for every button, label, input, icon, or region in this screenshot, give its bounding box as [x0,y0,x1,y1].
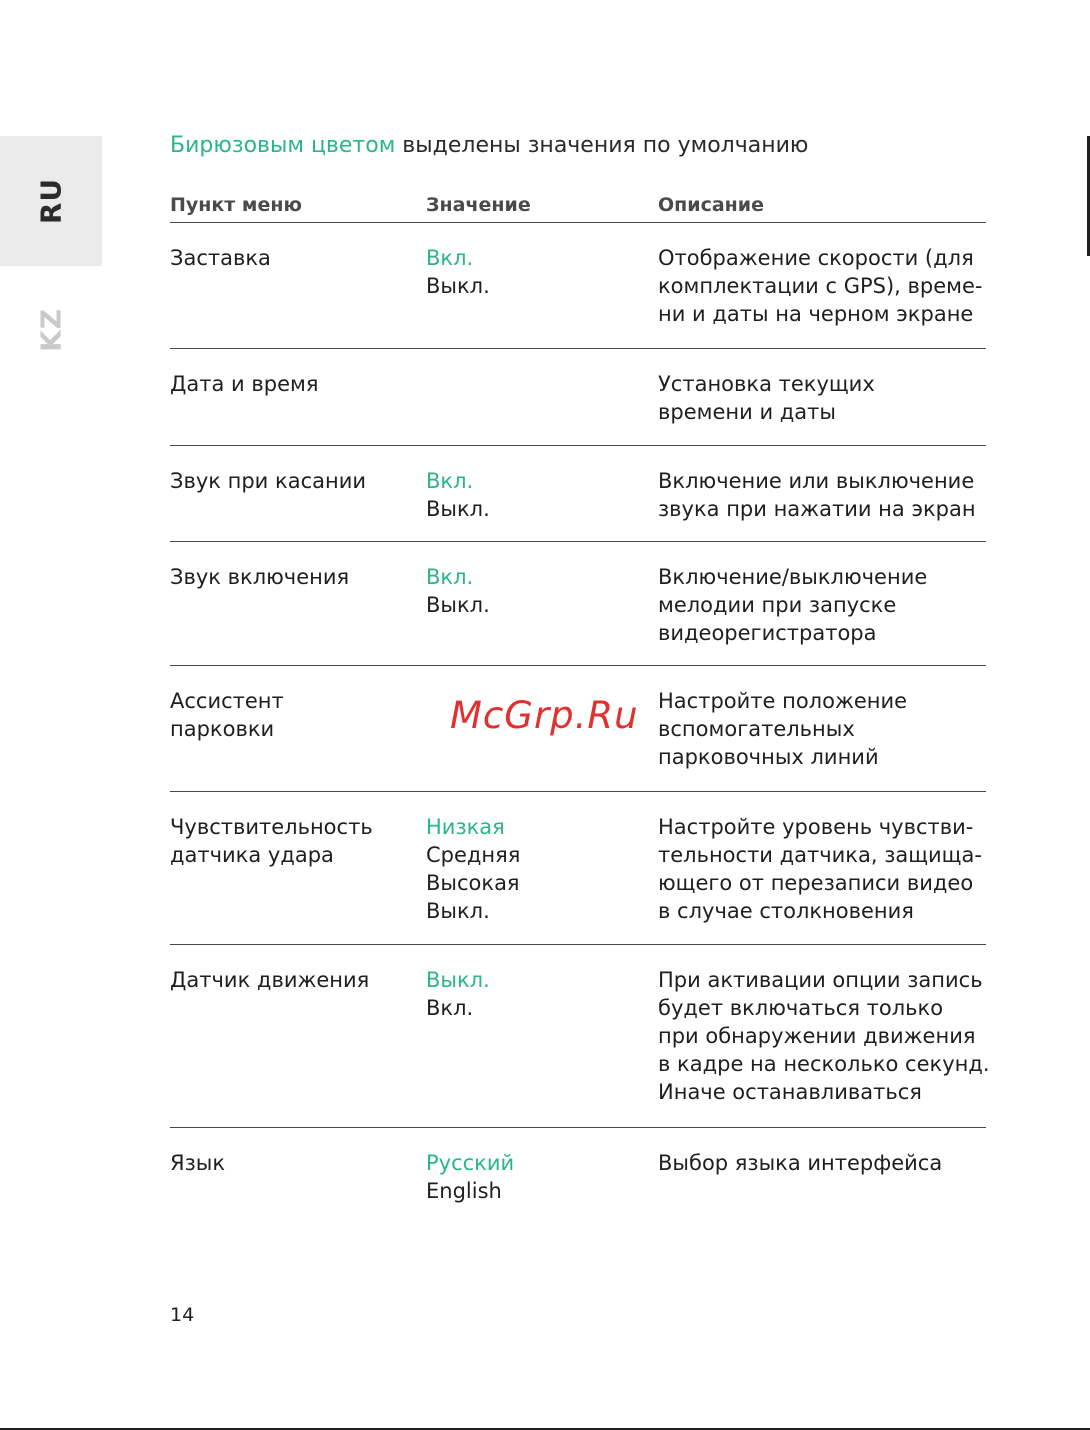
description-cell [658,1128,986,1238]
description-line: ни и даты на черном экране [658,302,974,326]
menu-item-label: Датчик движения [170,968,370,992]
language-label-ru: RU [34,177,68,225]
default-value: Вкл. [426,565,474,589]
description-line: Включение/выключение [658,565,928,589]
description-cell [658,792,986,944]
value-cell [426,945,658,1127]
header-description: Описание [658,194,765,216]
menu-item-label: Чувствительность [170,815,373,839]
menu-item-label: Ассистент [170,689,284,713]
table-row [170,446,986,542]
value-cell [426,446,658,541]
default-value: Вкл. [426,246,474,270]
default-value: Низкая [426,815,505,839]
description-line: Иначе останавливаться [658,1080,922,1104]
description-cell [658,542,986,665]
description-cell [658,446,986,541]
menu-item-cell [170,542,426,665]
menu-item-cell [170,1128,426,1238]
menu-item-label: Заставка [170,246,271,270]
value-cell [426,223,658,348]
table-row [170,223,986,349]
menu-item-cell [170,223,426,348]
description-line: видеорегистратора [658,621,877,645]
menu-item-label: датчика удара [170,843,334,867]
description-line: комплектации с GPS), време- [658,274,983,298]
description-line: парковочных линий [658,745,879,769]
table-header [170,190,986,223]
description-cell [658,223,986,348]
menu-item-label: Дата и время [170,372,319,396]
value-cell [426,349,658,445]
description-line: времени и даты [658,400,836,424]
description-line: Установка текущих [658,372,875,396]
header-value: Значение [426,194,531,216]
table-row [170,542,986,666]
value-cell [426,542,658,665]
option-value: Вкл. [426,996,474,1020]
menu-item-label: Язык [170,1151,226,1175]
description-line: Настройте уровень чувстви- [658,815,974,839]
description-line: При активации опции запись [658,968,983,992]
option-value: Выкл. [426,899,490,923]
watermark: McGrp.Ru [450,694,639,737]
default-value: Русский [426,1151,515,1175]
description-line: Выбор языка интерфейса [658,1151,943,1175]
table-row [170,1128,986,1238]
description-line: звука при нажатии на экран [658,497,976,521]
menu-item-cell [170,945,426,1127]
language-label-kz: KZ [34,308,68,352]
description-line: в случае столкновения [658,899,914,923]
menu-item-cell [170,349,426,445]
description-line: Настройте положение [658,689,908,713]
value-cell [426,1128,658,1238]
description-cell [658,945,990,1127]
description-cell [658,349,986,445]
value-cell [426,792,658,944]
table-row [170,945,990,1128]
description-cell [658,666,986,791]
option-value: Высокая [426,871,520,895]
table-row [170,349,986,446]
option-value: Средняя [426,843,521,867]
menu-item-cell [170,792,426,944]
option-value: Выкл. [426,274,490,298]
description-line: мелодии при запуске [658,593,897,617]
header-menu-item: Пункт меню [170,194,302,216]
description-line: будет включаться только [658,996,944,1020]
description-line: в кадре на несколько секунд. [658,1052,990,1076]
page-number: 14 [170,1304,195,1326]
description-line: тельности датчика, защища- [658,843,982,867]
default-value: Вкл. [426,469,474,493]
menu-item-cell [170,446,426,541]
description-line: Включение или выключение [658,469,975,493]
menu-item-cell [170,666,426,791]
description-line: Отображение скорости (для [658,246,974,270]
option-value: English [426,1179,502,1203]
intro-rest: выделены значения по умолчанию [395,133,809,158]
description-line: вспомогательных [658,717,855,741]
option-value: Выкл. [426,497,490,521]
description-line: при обнаружении движения [658,1024,976,1048]
menu-item-label: Звук включения [170,565,350,589]
menu-item-label: парковки [170,717,275,741]
intro-text [170,130,808,162]
menu-item-label: Звук при касании [170,469,367,493]
intro-accent: Бирюзовым цветом [170,133,396,158]
description-line: ющего от перезаписи видео [658,871,974,895]
table-row [170,792,986,945]
option-value: Выкл. [426,593,490,617]
default-value: Выкл. [426,968,490,992]
